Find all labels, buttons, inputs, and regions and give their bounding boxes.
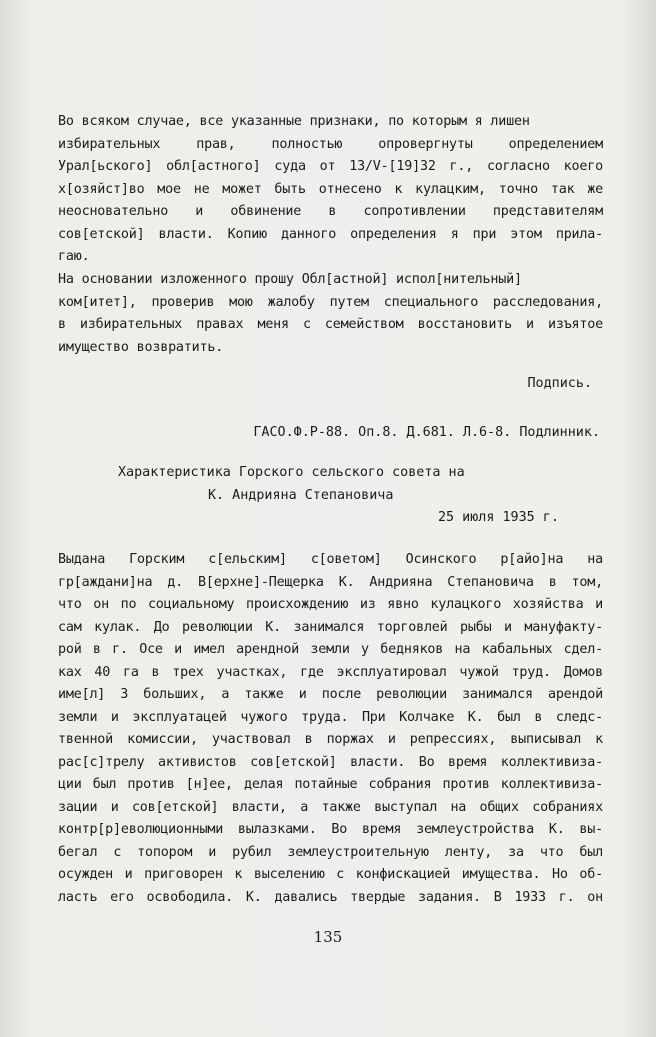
text-line: в избирательных правах меня с семейством восстановить и изъятое (58, 317, 603, 332)
text-line: сам кулак. До революции К. занимался торговлей рыбы и мануфакту- (58, 619, 603, 635)
text-line: рас[с]трелу активистов сов[етской] власти. Во время коллективиза- (58, 754, 603, 770)
text-line: Урал[ьского] обл[астного] суда от 13/V-[19]32 г., согласно коего (58, 159, 603, 174)
text-line: твенной комиссии, участвовал в поржах и репрессиях, выписывал к (58, 732, 603, 747)
heading-line-1: Характеристика Горского сельского совета на (118, 465, 465, 480)
text-line: земли и эксплуатацей чужого труда. При Колчаке К. был в следс- (58, 709, 603, 725)
text-line: что он по социальному происхождению из явно кулацкого хозяйства и (58, 597, 603, 612)
text-line: бегал с топором и рубил землеустроительную ленту, за что был (58, 844, 603, 860)
text-line: ции был против [н]ее, делая потайные собрания против коллективиза- (58, 777, 603, 792)
text-line: зации и сов[етской] власти, а также выступал на общих собраниях (58, 799, 603, 815)
text-line: осужден и приговорен к выселению с конфискацией имущества. Но об- (58, 867, 603, 882)
text-line: рой в г. Осе и имел арендной земли у бедняков на кабальных сдел- (58, 642, 603, 657)
text-line: Во всяком случае, все указанные признаки, по которым я лишен (58, 114, 530, 129)
text-line: имущество возвратить. (58, 339, 224, 355)
paragraph-complaint-evidence (58, 111, 603, 269)
text-line: ком[итет], проверив мою жалобу путем специального расследования, (58, 294, 603, 310)
paragraph-request (58, 269, 603, 359)
text-line: ласть его освободила. К. давались твердые задания. В 1933 г. он (58, 889, 603, 905)
signature-note: Подпись. (527, 376, 592, 391)
heading-line-2: К. Андрияна Степановича (208, 488, 394, 503)
text-line: На основании изложенного прошу Обл[астной] испол[нительный] (58, 272, 522, 287)
text-line: избирательных прав, полностью опровергнуты определением (58, 136, 603, 152)
text-line: име[л] 3 больших, а также и после революции занимался арендой (58, 687, 603, 702)
text-line: Выдана Горским с[ельским] с[оветом] Осинского р[айо]на на (58, 552, 603, 567)
text-line: контр[р]еволюционными вылазками. Во время землеустройства К. вы- (58, 822, 603, 837)
text-line: ках 40 га в трех участках, где эксплуатировал чужой труд. Домов (58, 664, 603, 680)
text-line: х[озяйст]во мое не может быть отнесено к кулацким, точно так же (58, 181, 603, 197)
text-line: неосновательно и обвинение в сопротивлении представителям (58, 204, 603, 219)
text-line: гаю. (58, 249, 90, 264)
text-line: сов[етской] власти. Копию данного определения я при этом прила- (58, 226, 603, 242)
page-number: 135 (313, 928, 343, 946)
archive-reference: ГАСО.Ф.Р-88. Оп.8. Д.681. Л.6-8. Подлинник. (253, 425, 600, 440)
paragraph-characteristic (58, 549, 603, 909)
text-line: гр[аждани]на д. В[ерхне]-Пещерка К. Андрияна Степановича в том, (58, 574, 603, 590)
heading-date: 25 июля 1935 г. (438, 510, 559, 525)
